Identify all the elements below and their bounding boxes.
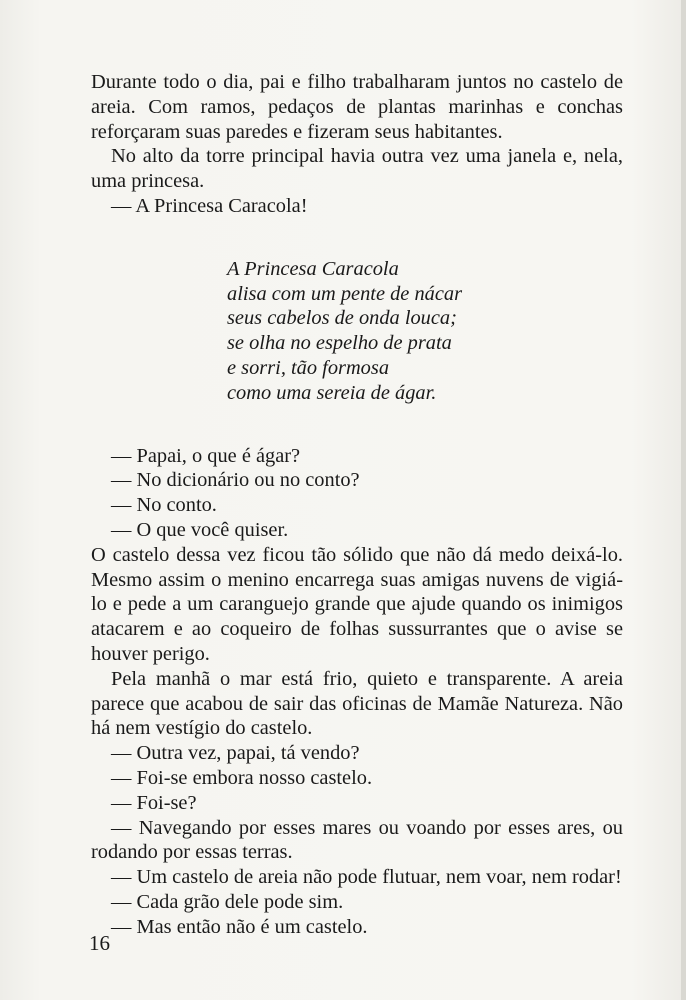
dialogue-line: — No dicionário ou no conto? <box>111 469 360 492</box>
dialogue-line: — Foi-se? <box>111 791 197 814</box>
dialogue-line: — Outra vez, papai, tá vendo? <box>111 742 360 765</box>
dialogue-line: — Cada grão dele pode sim. <box>111 890 344 913</box>
paragraph-tower: No alto da torre principal havia outra vez uma janela e, nela, uma princesa. <box>91 145 623 193</box>
poem-line: alisa com um pente de nácar <box>227 282 463 305</box>
poem-line: como uma sereia de ágar. <box>227 381 437 404</box>
dialogue-line: — Navegando por esses mares ou voando por esses ares, ou rodando por essas terras. <box>91 816 623 864</box>
page-edge <box>681 0 686 1000</box>
paragraph-intro: Durante todo o dia, pai e filho trabalharam juntos no castelo de areia. Com ramos, pedaços de plantas marinhas e conchas reforçaram suas paredes e fizeram seus habitantes. <box>91 71 623 143</box>
poem-line: se olha no espelho de prata <box>227 332 452 355</box>
paragraph-castle: O castelo dessa vez ficou tão sólido que não dá medo deixá-lo. Mesmo assim o menino encarrega suas amigas nuvens de vigiá-lo e pede a um caranguejo grande que ajude quando os inimigos atacarem e ao coqueiro de folhas sussurrantes que o avise se houver perigo. <box>91 543 623 665</box>
poem <box>227 257 623 406</box>
dialogue-line: — No conto. <box>111 494 217 517</box>
dialogue-line: — Mas então não é um castelo. <box>111 915 368 938</box>
dialogue-line: — A Princesa Caracola! <box>111 194 308 217</box>
paragraph-morning: Pela manhã o mar está frio, quieto e transparente. A areia parece que acabou de sair das oficinas de Mamãe Natureza. Não há nem vestígio do castelo. <box>91 667 623 740</box>
dialogue-line: — O que você quiser. <box>111 518 289 541</box>
poem-line: e sorri, tão formosa <box>227 356 390 379</box>
page-number: 16 <box>89 931 110 955</box>
dialogue-line: — Foi-se embora nosso castelo. <box>111 766 373 789</box>
dialogue-line: — Um castelo de areia não pode flutuar, nem voar, nem rodar! <box>111 866 622 889</box>
body-text <box>91 70 623 940</box>
poem-line: seus cabelos de onda louca; <box>227 307 457 330</box>
poem-line: A Princesa Caracola <box>227 257 399 280</box>
dialogue-line: — Papai, o que é ágar? <box>111 444 301 467</box>
